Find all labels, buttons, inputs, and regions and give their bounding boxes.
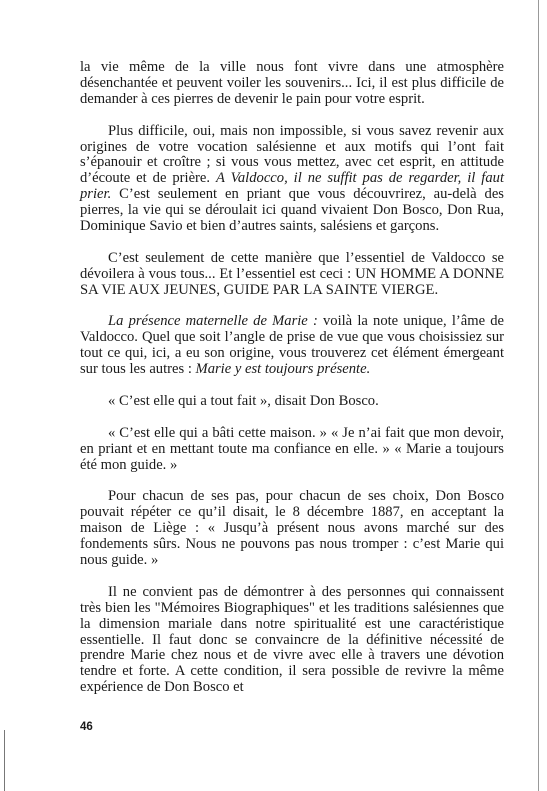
- italic-run: Marie y est toujours présente.: [195, 361, 371, 378]
- paragraph: [80, 585, 504, 696]
- paragraph: [80, 251, 504, 299]
- paragraph: [80, 489, 504, 569]
- text-run: voilà la note unique, l’âme de Valdocco. Quel que soit l’angle de prise de vue que vous choisissiez sur tout ce qui, ici, a eu son origine, vous trouverez cet élément émergeant sur tous les autres :: [80, 313, 504, 378]
- text-run: la vie même de la ville nous font vivre dans une atmosphère désenchantée et peuvent voiler les souvenirs... Ici, il est plus difficile de demander à ces pierres de devenir le pain pour votre esprit.: [80, 59, 504, 107]
- body-text: [80, 60, 504, 696]
- text-run: Il ne convient pas de démontrer à des personnes qui connaissent très bien les "Mémoires Biographiques" et les traditions salésiennes que la dimension mariale dans notre spiritualité est une caractéristique essentielle. Il faut donc se convaincre de la définitive nécessité de prendre Marie chez nous et de vivre avec elle à travers une dévotion tendre et forte. A cette condition, il sera possible de revivre la même expérience de Don Bosco et: [80, 583, 504, 696]
- paragraph: [80, 314, 504, 378]
- text-run: C’est seulement de cette manière que l’essentiel de Valdocco se dévoilera à vous tous... Et l’essentiel est ceci : UN HOMME A DONNE SA VIE AUX JEUNES, GUIDE PAR LA SAINTE VIERGE.: [80, 249, 504, 298]
- paragraph: [80, 124, 504, 235]
- page-edge-line: [538, 0, 539, 791]
- text-run: « C’est elle qui a tout fait », disait Don Bosco.: [108, 392, 379, 409]
- page-edge-mark: [4, 730, 5, 791]
- italic-run: La présence maternelle de Marie :: [108, 313, 318, 330]
- paragraph: [80, 60, 504, 108]
- paragraph: [80, 426, 504, 474]
- text-run: Plus difficile, oui, mais non impossible, si vous savez revenir aux origines de votre vocation salésienne et aux motifs qui l’ont fait s’épanouir et croître ; si vous vous mettez, avec cet esprit, en attitude d’écoute et de prière.: [80, 122, 504, 187]
- page-number: 46: [80, 721, 93, 733]
- text-run: « C’est elle qui a bâti cette maison. » « Je n’ai fait que mon devoir, en priant et en mettant toute ma confiance en elle. » « Marie a toujours été mon guide. »: [80, 424, 504, 473]
- text-run: C’est seulement en priant que vous découvrirez, au-delà des pierres, la vie qui se déroulait ici quand vivaient Don Bosco, Don Rua, Dominique Savio et bien d’autres saints, salésiens et garçons.: [80, 186, 504, 235]
- italic-run: A Valdocco, il ne suffit pas de regarder, il faut prier.: [80, 170, 504, 203]
- paragraph: [80, 394, 504, 410]
- text-run: Pour chacun de ses pas, pour chacun de ses choix, Don Bosco pouvait répéter ce qu’il disait, le 8 décembre 1887, en acceptant la maison de Liège : « Jusqu’à présent nous avons marché sur des fondements sûrs. Nous ne pouvons pas nous tromper : c’est Marie qui nous guide. »: [80, 488, 504, 568]
